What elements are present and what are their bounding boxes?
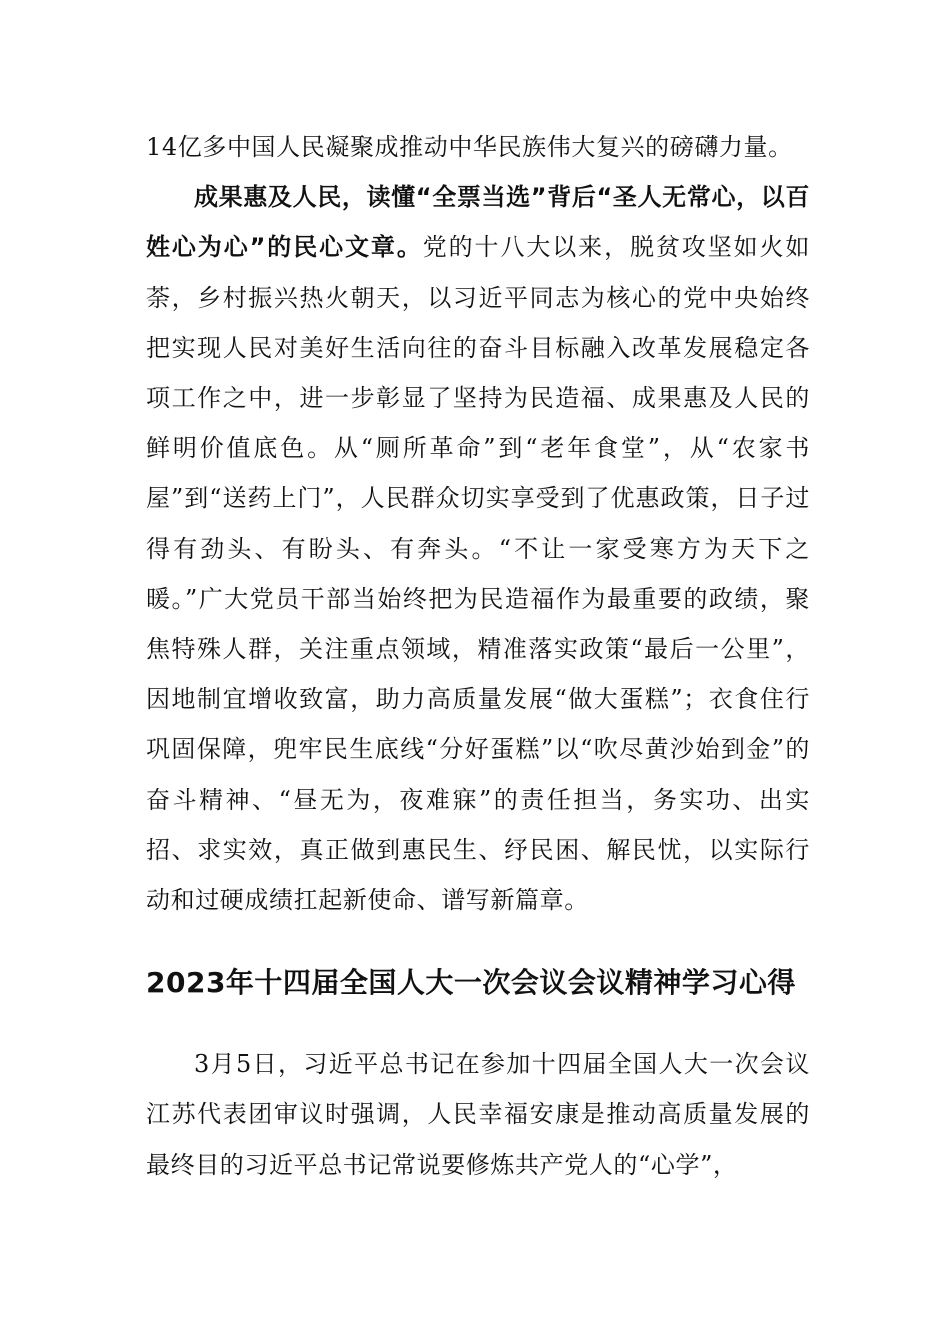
- section-intro-paragraph: 3月5日，习近平总书记在参加十四届全国人大一次会议江苏代表团审议时强调，人民幸福安康是推动高质量发展的最终目的习近平总书记常说要修炼共产党人的“心学”，: [146, 1050, 810, 1179]
- results-paragraph: [146, 172, 810, 925]
- paragraph-lead-sentence: 成果惠及人民，读懂“全票当选”背后“圣人无常心，以百姓心为心”的民心文章。: [146, 183, 810, 262]
- document-page: [146, 122, 810, 1190]
- section-title: 2023年十四届全国人大一次会议会议精神学习心得: [146, 966, 796, 1000]
- continuation-paragraph: 14亿多中国人民凝聚成推动中华民族伟大复兴的磅礴力量。: [146, 133, 793, 161]
- paragraph-body-text: 党的十八大以来，脱贫攻坚如火如荼，乡村振兴热火朝天，以习近平同志为核心的党中央始终把实现人民对美好生活向往的奋斗目标融入改革发展稳定各项工作之中，进一步彰显了坚持为民造福、成果惠及人民的鲜明价值底色。从“厕所革命”到“老年食堂”，从“农家书屋”到“送药上门”，人民群众切实享受到了优惠政策，日子过得有劲头、有盼头、有奔头。“不让一家受寒方为天下之暖。”广大党员干部当始终把为民造福作为最重要的政绩，聚焦特殊人群，关注重点领域，精准落实政策“最后一公里”，因地制宜增收致富，助力高质量发展“做大蛋糕”；衣食住行巩固保障，兜牢民生底线“分好蛋糕”以“吹尽黄沙始到金”的奋斗精神、“昼无为，夜难寐”的责任担当，务实功、出实招、求实效，真正做到惠民生、纾民困、解民忧，以实际行动和过硬成绩扛起新使命、谱写新篇章。: [146, 233, 811, 915]
